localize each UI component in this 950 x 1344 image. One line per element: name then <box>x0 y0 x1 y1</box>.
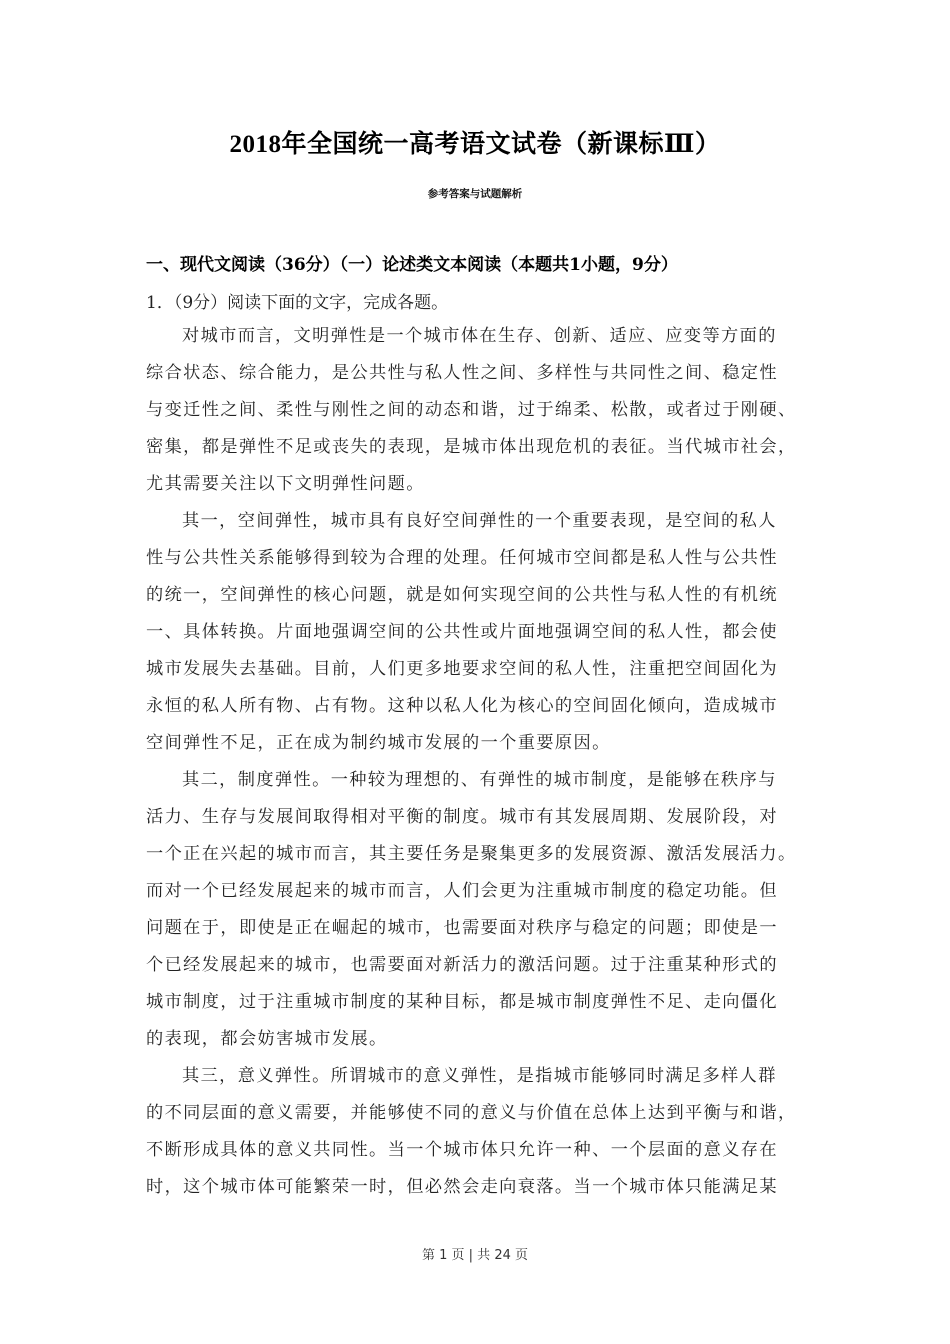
passage-line: 空间弹性不足，正在成为制约城市发展的一个重要原因。 <box>146 733 611 753</box>
passage-line: 的表现，都会妨害城市发展。 <box>146 1029 388 1049</box>
passage-line: 其二，制度弹性。一种较为理想的、有弹性的城市制度，是能够在秩序与 <box>182 770 777 790</box>
question-prompt: 1．（9分）阅读下面的文字，完成各题。 <box>146 293 449 313</box>
passage-line: 其三，意义弹性。所谓城市的意义弹性，是指城市能够同时满足多样人群 <box>182 1066 777 1086</box>
document-title: 2018年全国统一高考语文试卷（新课标Ⅲ） <box>229 131 721 158</box>
passage-line: 城市发展失去基础。目前，人们更多地要求空间的私人性，注重把空间固化为 <box>146 659 778 679</box>
reading-passage <box>146 324 826 1212</box>
passage-line: 不断形成具体的意义共同性。当一个城市体只允许一种、一个层面的意义存在 <box>146 1140 778 1160</box>
passage-line: 一、具体转换。片面地强调空间的公共性或片面地强调空间的私人性，都会使 <box>146 622 778 642</box>
passage-line: 性与公共性关系能够得到较为合理的处理。任何城市空间都是私人性与公共性 <box>146 548 778 568</box>
passage-line: 永恒的私人所有物、占有物。这种以私人化为核心的空间固化倾向，造成城市 <box>146 696 778 716</box>
passage-line: 问题在于，即使是正在崛起的城市，也需要面对秩序与稳定的问题；即使是一 <box>146 918 778 938</box>
passage-line: 的统一，空间弹性的核心问题，就是如何实现空间的公共性与私人性的有机统 <box>146 585 778 605</box>
passage-line: 的不同层面的意义需要，并能够使不同的意义与价值在总体上达到平衡与和谐， <box>146 1103 797 1123</box>
document-subtitle: 参考答案与试题解析 <box>427 188 523 200</box>
passage-line: 综合状态、综合能力，是公共性与私人性之间、多样性与共同性之间、稳定性 <box>146 363 778 383</box>
passage-line: 活力、生存与发展间取得相对平衡的制度。城市有其发展周期、发展阶段，对 <box>146 807 778 827</box>
passage-line: 密集，都是弹性不足或丧失的表现，是城市体出现危机的表征。当代城市社会， <box>146 437 797 457</box>
passage-line: 其一，空间弹性，城市具有良好空间弹性的一个重要表现，是空间的私人 <box>182 511 777 531</box>
passage-line: 城市制度，过于注重城市制度的某种目标，都是城市制度弹性不足、走向僵化 <box>146 992 778 1012</box>
passage-line: 一个正在兴起的城市而言，其主要任务是聚集更多的发展资源、激活发展活力。 <box>146 844 797 864</box>
section-heading: 一、现代文阅读（36分）（一）论述类文本阅读（本题共1小题，9分） <box>146 255 678 275</box>
passage-line: 与变迁性之间、柔性与刚性之间的动态和谐，过于绵柔、松散，或者过于刚硬、 <box>146 400 797 420</box>
passage-line: 个已经发展起来的城市，也需要面对新活力的激活问题。过于注重某种形式的 <box>146 955 778 975</box>
passage-line: 时，这个城市体可能繁荣一时，但必然会走向衰落。当一个城市体只能满足某 <box>146 1177 778 1197</box>
passage-line: 尤其需要关注以下文明弹性问题。 <box>146 474 425 494</box>
passage-line: 对城市而言，文明弹性是一个城市体在生存、创新、适应、应变等方面的 <box>182 326 777 346</box>
page-footer: 第 1 页 | 共 24 页 <box>422 1248 528 1263</box>
passage-line: 而对一个已经发展起来的城市而言，人们会更为注重城市制度的稳定功能。但 <box>146 881 778 901</box>
